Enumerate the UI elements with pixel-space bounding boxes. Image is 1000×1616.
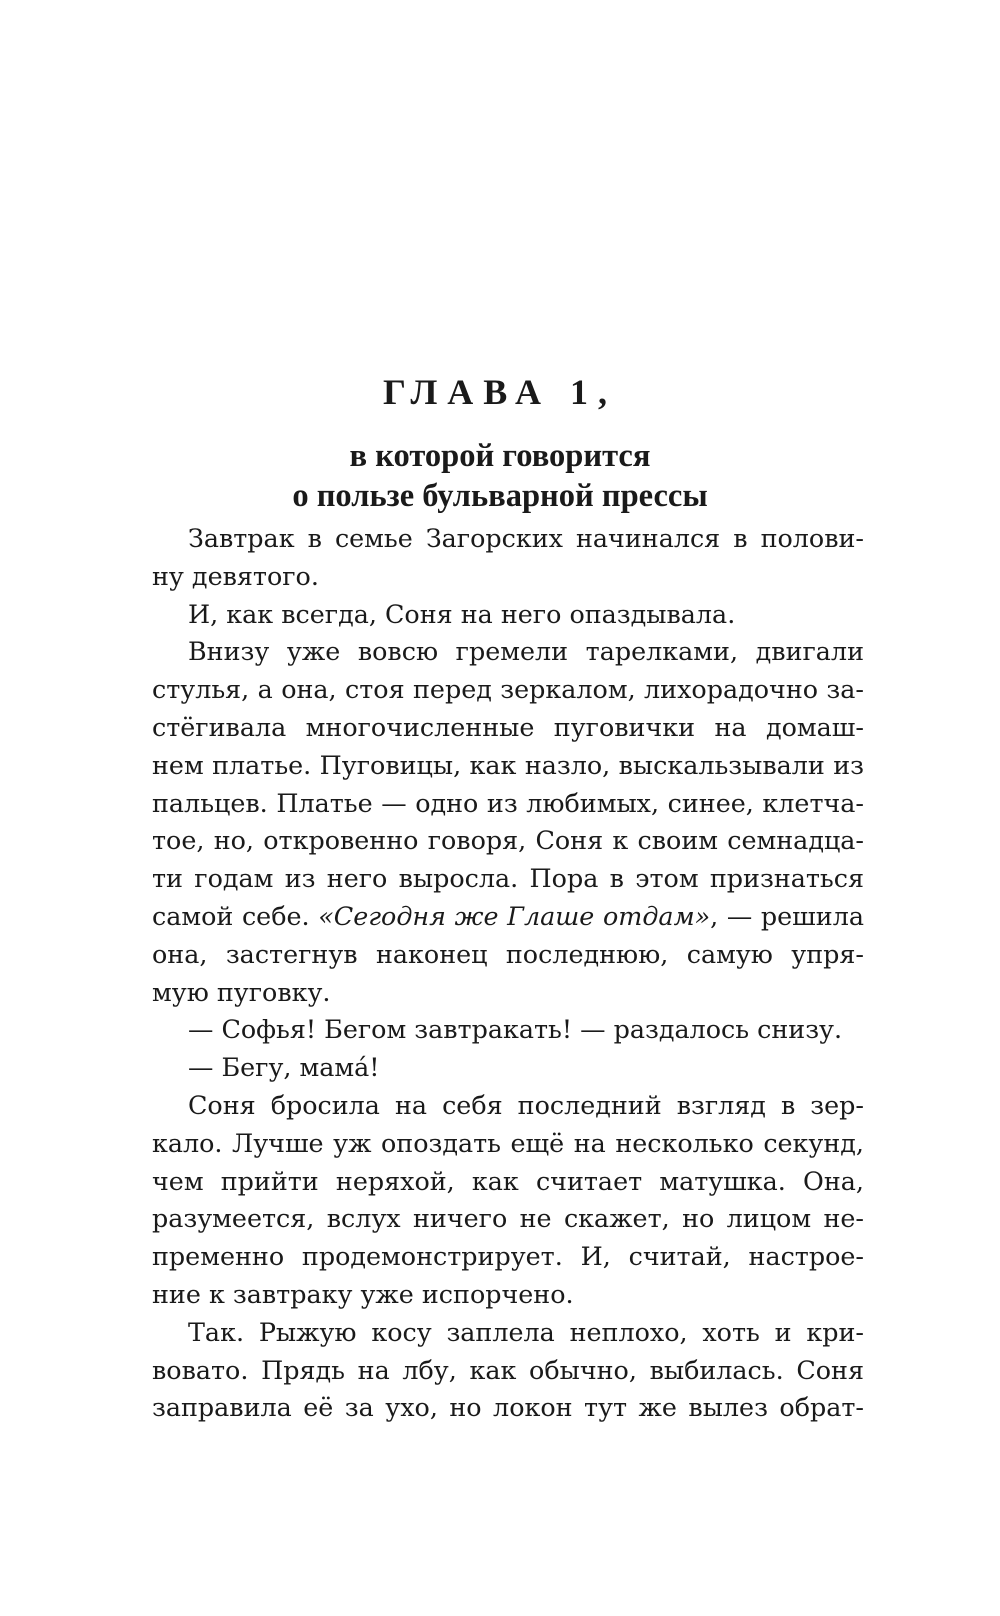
text-line: Внизу уже вовсю гремели тарелками, двигали — [188, 636, 864, 667]
text-line: чем прийти неряхой, как считает матушка. Она, — [152, 1165, 864, 1196]
chapter-subtitle-line-2: о пользе бульварной прессы — [292, 478, 708, 514]
text-line: заправила её за ухо, но локон тут же вылез обрат- — [152, 1392, 864, 1423]
text-line: ти годам из него выросла. Пора в этом признаться — [152, 863, 864, 894]
text-line: Завтрак в семье Загорских начинался в полови- — [188, 523, 864, 553]
text-fragment: , — решила — [710, 900, 864, 931]
text-fragment: самой себе. — [152, 900, 319, 931]
dialogue-line: — Софья! Бегом завтракать! — раздалось снизу. — [188, 1014, 843, 1045]
text-line: И, как всегда, Соня на него опаздывала. — [188, 598, 736, 629]
text-line: ну девятого. — [152, 560, 319, 591]
text-line: ние к завтраку уже испорчено. — [152, 1278, 574, 1309]
dialogue-line: — Бегу, мама́! — [188, 1052, 380, 1083]
text-line: Так. Рыжую косу заплела неплохо, хоть и кри- — [188, 1316, 864, 1347]
text-line: разумеется, вслух ничего не скажет, но лицом не- — [152, 1203, 864, 1234]
text-line: стулья, а она, стоя перед зеркалом, лихорадочно за- — [152, 674, 864, 705]
text-line: вовато. Прядь на лбу, как обычно, выбилась. Соня — [152, 1354, 864, 1385]
text-line: мую пуговку. — [152, 976, 331, 1007]
chapter-subtitle-line-1: в которой говорится — [349, 438, 651, 474]
text-line: кало. Лучше уж опоздать ещё на несколько секунд, — [152, 1127, 864, 1158]
text-line: она, застегнув наконец последнюю, самую упря- — [152, 938, 864, 969]
text-line: пременно продемонстрирует. И, считай, настрое- — [152, 1241, 864, 1272]
chapter-heading: ГЛАВА 1, — [382, 372, 618, 412]
quoted-thought: «Сегодня же Глаше отдам» — [318, 900, 711, 931]
text-line-with-quote — [152, 898, 864, 936]
text-line: нем платье. Пуговицы, как назло, выскальзывали из — [152, 749, 864, 780]
text-line: стёгивала многочисленные пуговички на домаш- — [152, 711, 864, 742]
text-line: пальцев. Платье — одно из любимых, синее, клетча- — [152, 787, 864, 818]
text-line: тое, но, откровенно говоря, Соня к своим семнадца- — [152, 825, 864, 856]
chapter-subtitle — [0, 436, 1000, 516]
text-line: Соня бросила на себя последний взгляд в зер- — [188, 1089, 864, 1120]
body-text — [152, 520, 864, 1427]
